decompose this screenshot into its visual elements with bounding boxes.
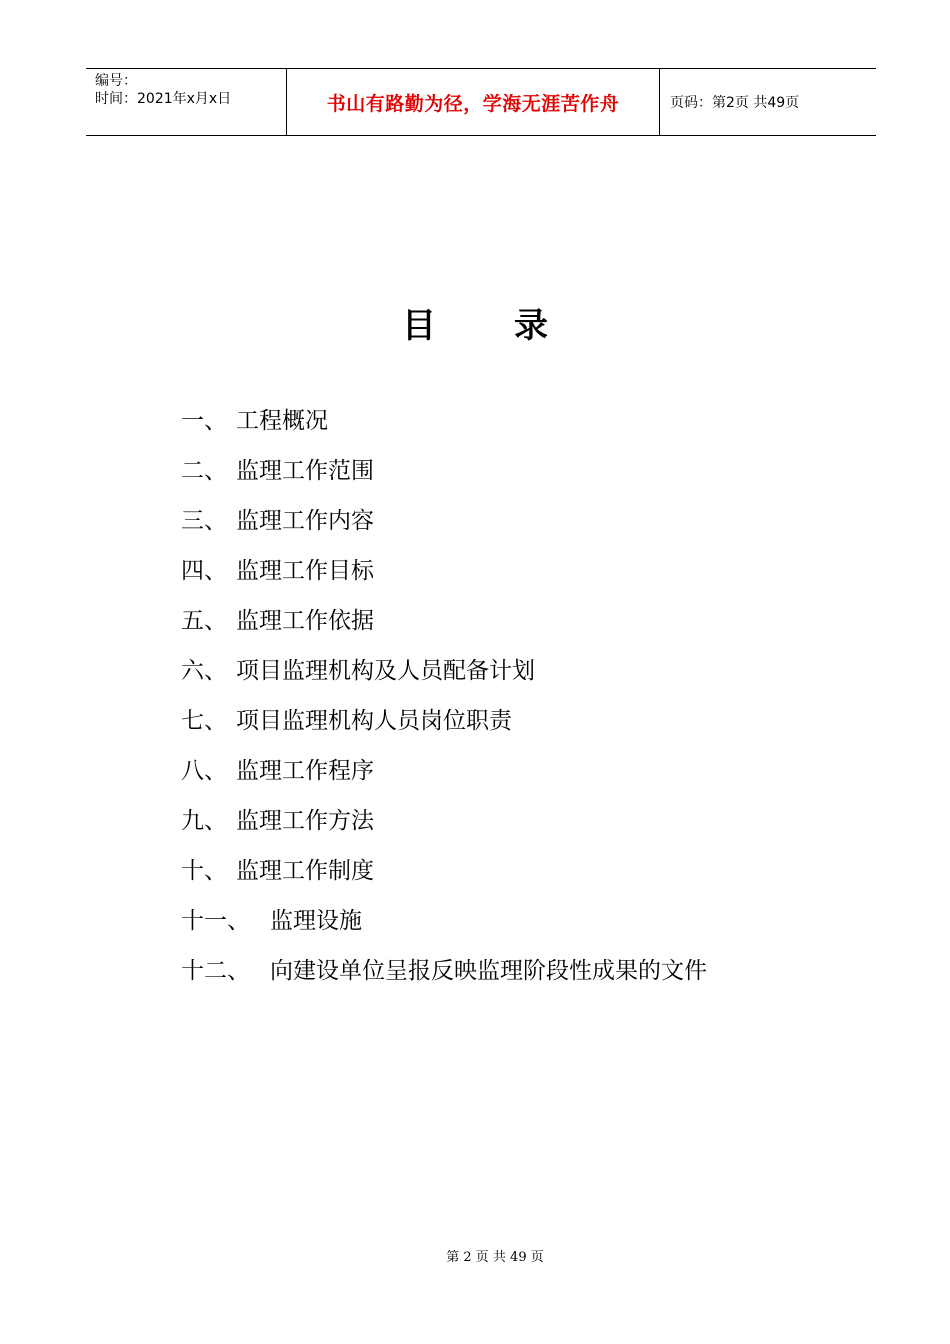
toc-item-text: 监理工作目标: [236, 558, 374, 584]
toc-item-text: 项目监理机构及人员配备计划: [236, 658, 535, 684]
toc-item: [181, 952, 707, 1002]
toc-item-number: 九、: [181, 808, 227, 834]
toc-item-text: 项目监理机构人员岗位职责: [236, 708, 512, 734]
toc-item-number: 四、: [181, 558, 227, 584]
toc-item-number: 七、: [181, 708, 227, 734]
header-meta: [86, 69, 287, 135]
toc-title: [0, 298, 950, 347]
header-page-info: 页码：第2页 共49页: [670, 95, 800, 111]
toc-item-number: 五、: [181, 608, 227, 634]
toc-item-text: 监理工作方法: [236, 808, 374, 834]
toc-list: [181, 402, 707, 1002]
toc-item-text: 工程概况: [236, 408, 328, 434]
toc-item: [181, 602, 707, 652]
toc-item-text: 向建设单位呈报反映监理阶段性成果的文件: [270, 958, 707, 984]
toc-item-number: 三、: [181, 508, 227, 534]
toc-item-number: 十、: [181, 858, 227, 884]
toc-item: [181, 452, 707, 502]
page-header: [86, 68, 876, 136]
toc-item-text: 监理工作内容: [236, 508, 374, 534]
toc-item: [181, 552, 707, 602]
toc-item: [181, 652, 707, 702]
toc-item-text: 监理工作制度: [236, 858, 374, 884]
toc-item: [181, 802, 707, 852]
toc-item: [181, 502, 707, 552]
toc-title-char: 录: [514, 306, 548, 346]
toc-item-text: 监理工作范围: [236, 458, 374, 484]
toc-item: [181, 852, 707, 902]
toc-item-number: 一、: [181, 408, 227, 434]
toc-title-char: 目: [402, 306, 436, 346]
header-motto: 书山有路勤为径，学海无涯苦作舟: [287, 69, 660, 135]
toc-item: [181, 702, 707, 752]
page-footer: 第 2 页 共 49 页: [446, 1250, 544, 1265]
toc-item: [181, 752, 707, 802]
toc-item-number: 十一、: [181, 908, 250, 934]
toc-item-text: 监理设施: [270, 908, 362, 934]
toc-item-text: 监理工作程序: [236, 758, 374, 784]
toc-item: [181, 402, 707, 452]
toc-item: [181, 902, 707, 952]
toc-item-number: 六、: [181, 658, 227, 684]
number-label: 编号：: [95, 73, 137, 89]
time-label: 时间：2021年x月x日: [95, 91, 232, 107]
toc-item-number: 二、: [181, 458, 227, 484]
toc-item-text: 监理工作依据: [236, 608, 374, 634]
toc-item-number: 八、: [181, 758, 227, 784]
toc-item-number: 十二、: [181, 958, 250, 984]
